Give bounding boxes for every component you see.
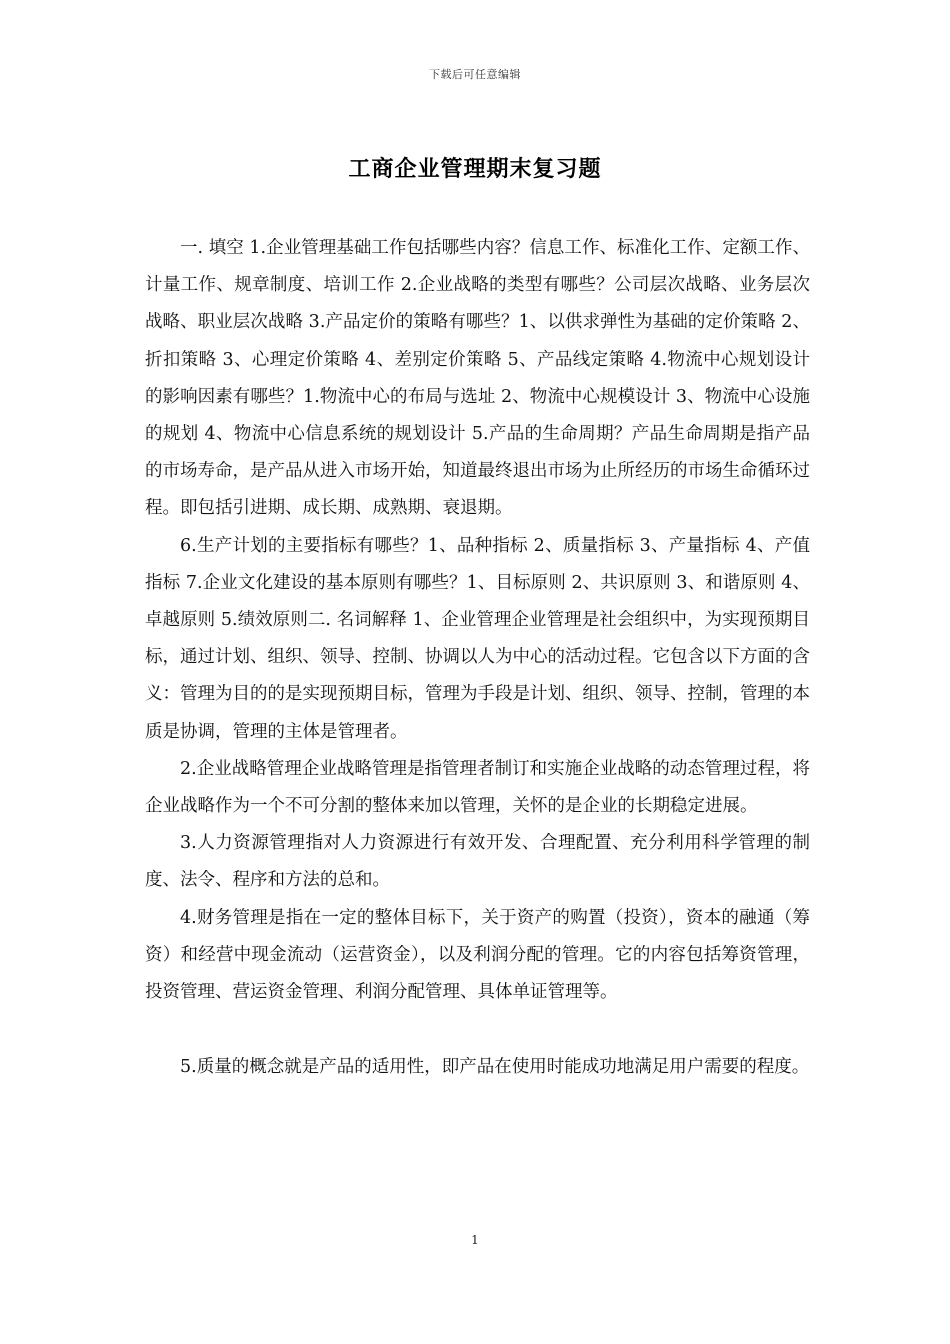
header-note: 下载后可任意编辑 (429, 68, 521, 81)
paragraph-production-plan: 6.生产计划的主要指标有哪些？1、品种指标 2、质量指标 3、产量指标 4、产值指标 7.企业文化建设的基本原则有哪些？1、目标原则 2、共识原则 3、和谐原则 4、卓越原则 5.绩效原则二. 名词解释 1、企业管理企业管理是社会组织中，为实现预期目标，通过计划、组织、领导、控制、协调以人为中心的活动过程。它包含以下方面的含义：管理为目的的是实现预期目标，管理为手段是计划、组织、领导、控制，管理的本质是协调，管理的主体是管理者。 (145, 535, 810, 742)
paragraph-quality-concept: 5.质量的概念就是产品的适用性，即产品在使用时能成功地满足用户需要的程度。 (180, 1057, 810, 1078)
paragraph-strategy-management: 2.企业战略管理企业战略管理是指管理者制订和实施企业战略的动态管理过程，将企业战略作为一个不可分割的整体来加以管理，关怀的是企业的长期稳定进展。 (145, 758, 810, 817)
paragraph-hr-management: 3.人力资源管理指对人力资源进行有效开发、合理配置、充分利用科学管理的制度、法令、程序和方法的总和。 (145, 833, 810, 891)
document-title: 工商企业管理期末复习题 (348, 157, 602, 182)
page-number: 1 (471, 1233, 479, 1247)
paragraph-financial-management: 4.财务管理是指在一定的整体目标下，关于资产的购置（投资），资本的融通（筹资）和经营中现金流动（运营资金），以及利润分配的管理。它的内容包括筹资管理，投资管理、营运资金管理、利润分配管理、具体单证管理等。 (145, 907, 810, 1003)
paragraph-fill-in-blanks: 一. 填空 1.企业管理基础工作包括哪些内容？信息工作、标准化工作、定额工作、计量工作、规章制度、培训工作 2.企业战略的类型有哪些？公司层次战略、业务层次战略、职业层次战略 3.产品定价的策略有哪些？1、以供求弹性为基础的定价策略 2、折扣策略 3、心理定价策略 4、差别定价策略 5、产品线定策略 4.物流中心规划设计的影响因素有哪些？1.物流中心的布局与选址 2、物流中心规模设计 3、物流中心设施的规划 4、物流中心信息系统的规划设计 5.产品的生命周期？产品生命周期是指产品的市场寿命，是产品从进入市场开始，知道最终退出市场为止所经历的市场生命循环过程。即包括引进期、成长期、成熟期、衰退期。 (145, 238, 810, 519)
document-body (145, 230, 810, 1086)
